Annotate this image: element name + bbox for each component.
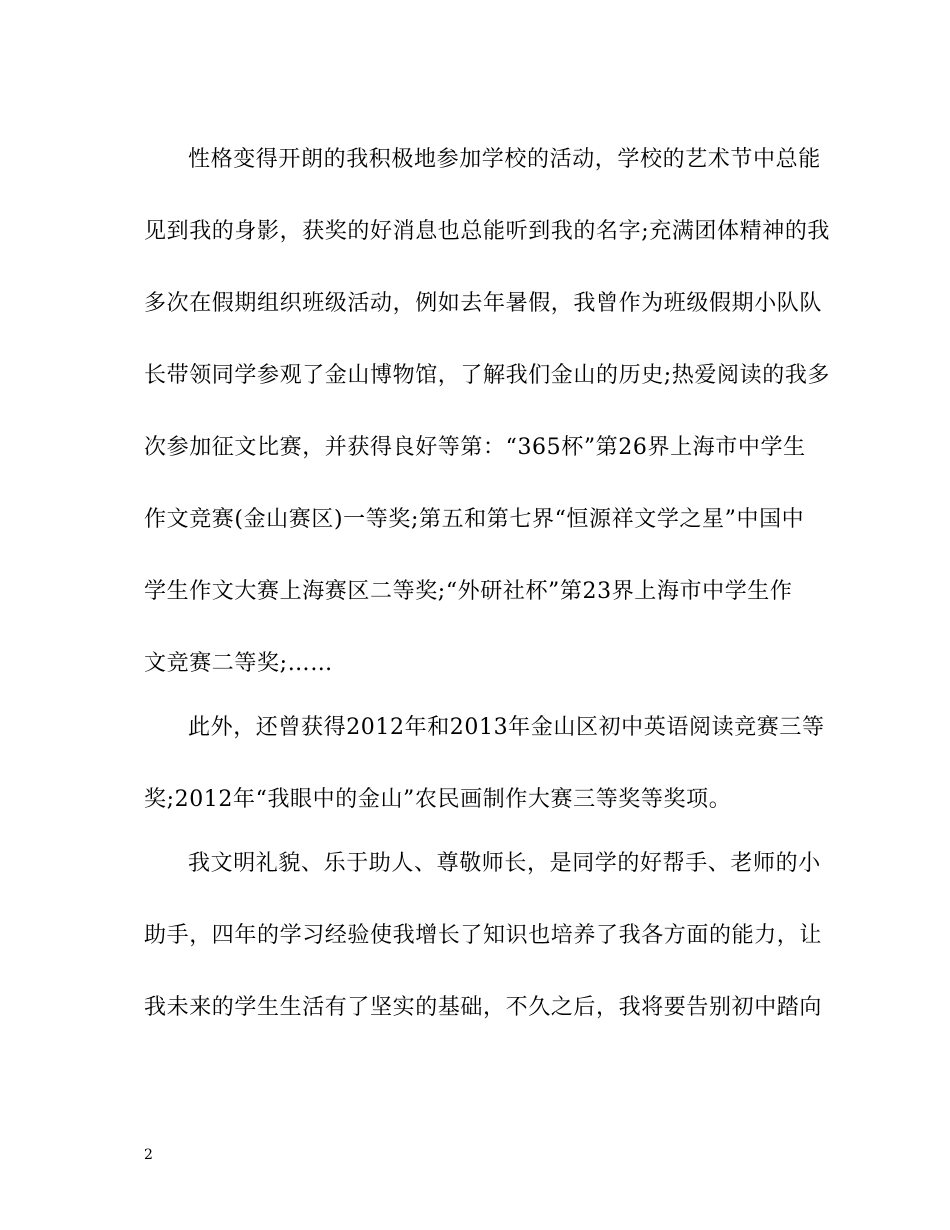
- paragraph-1-line-8: 文竞赛二等奖;……: [144, 651, 333, 676]
- paragraph-3-line-2: 助手，四年的学习经验使我增长了知识也培养了我各方面的能力，让: [144, 923, 823, 948]
- paragraph-2-line-1: 此外，还曾获得2012年和2013年金山区初中英语阅读竞赛三等: [188, 715, 825, 740]
- paragraph-3-line-3: 我未来的学生生活有了坚实的基础，不久之后，我将要告别初中踏向: [144, 995, 823, 1020]
- paragraph-3-line-1: 我文明礼貌、乐于助人、尊敬师长，是同学的好帮手、老师的小: [188, 851, 821, 876]
- paragraph-1-line-4: 长带领同学参观了金山博物馆，了解我们金山的历史;热爱阅读的我多: [144, 363, 831, 388]
- paragraph-1-line-2: 见到我的身影，获奖的好消息也总能听到我的名字;充满团体精神的我: [144, 219, 831, 244]
- paragraph-2-line-2: 奖;2012年“我眼中的金山”农民画制作大赛三等奖等奖项。: [144, 787, 732, 812]
- paragraph-1-line-1: 性格变得开朗的我积极地参加学校的活动，学校的艺术节中总能: [188, 147, 821, 172]
- paragraph-1-line-7: 学生作文大赛上海赛区二等奖;“外研社杯”第23界上海市中学生作: [144, 579, 793, 604]
- paragraph-1-line-5: 次参加征文比赛，并获得良好等第：“365杯”第26界上海市中学生: [144, 435, 806, 460]
- page-number: 2: [144, 1147, 153, 1163]
- paragraph-1-line-3: 多次在假期组织班级活动，例如去年暑假，我曾作为班级假期小队队: [144, 291, 823, 316]
- paragraph-1-line-6: 作文竞赛(金山赛区)一等奖;第五和第七界“恒源祥文学之星”中国中: [144, 507, 805, 532]
